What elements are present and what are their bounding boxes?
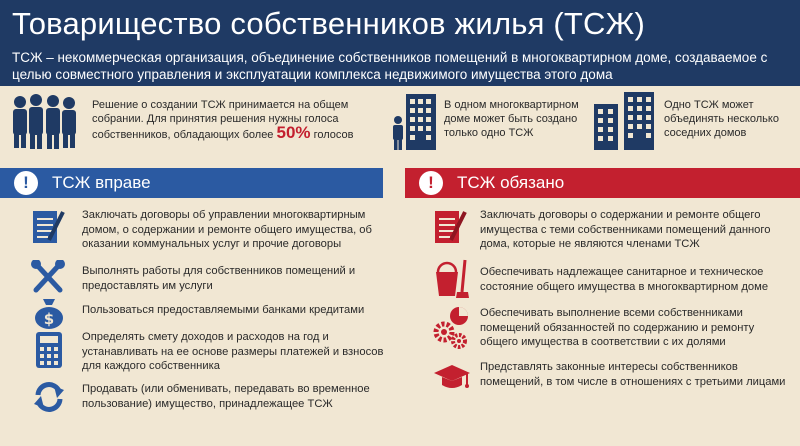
fact-text-suffix: голосов — [310, 129, 354, 141]
rights-item-text: Продавать (или обменивать, передавать во временное пользование) имущество, принадлежащее ТСЖ — [82, 383, 370, 410]
rights-title: ТСЖ вправе — [52, 173, 151, 192]
page-subtitle: ТСЖ – некоммерческая организация, объединение собственников помещений в многоквартирном доме, создаваемое с целью совместного управления и эксплуатации комплекса недвижимого имущества этого дома — [12, 50, 768, 82]
svg-text:$: $ — [43, 310, 55, 328]
money-bag-icon — [30, 296, 68, 330]
rights-item — [30, 330, 390, 374]
fact-text: Решение о создании ТСЖ принимается на общем собрании. Для принятия решения нужны голоса собственников, обладающих более — [92, 99, 349, 141]
page-title: Товарищество собственников жилья (ТСЖ) — [12, 6, 645, 41]
graduation-cap-icon — [432, 360, 472, 396]
rights-item — [30, 260, 390, 292]
calculator-icon — [30, 330, 68, 370]
fact-one-hoa-per-building: В одном многоквартирном доме может быть создано только одно ТСЖ — [444, 99, 579, 139]
fact-50-percent — [92, 98, 382, 142]
bucket-mop-icon — [432, 258, 470, 300]
buildings-icon — [592, 90, 656, 152]
duties-item — [432, 360, 792, 410]
duties-header — [405, 168, 800, 198]
rights-item — [30, 380, 390, 414]
duties-item-text: Заключать договоры о содержании и ремонте общего имущества с теми собственниками помещений данного дома, которые не являются членами ТСЖ — [480, 209, 771, 250]
fact-multiple-buildings: Одно ТСЖ может объединять несколько соседних домов — [664, 99, 779, 139]
duties-title: ТСЖ обязано — [457, 173, 565, 192]
duties-item — [432, 306, 792, 356]
rights-header — [0, 168, 383, 198]
people-group-icon — [10, 92, 80, 150]
fifty-percent-highlight: 50% — [276, 123, 311, 142]
building-person-icon — [390, 90, 440, 152]
duties-item-text: Обеспечивать выполнение всеми собственниками помещений обязанностей по содержанию и ремонту общего имущества в соответствии с их долями — [480, 307, 755, 348]
exchange-arrows-icon — [30, 380, 68, 414]
rights-item-text: Определять смету доходов и расходов на год и устанавливать на ее основе размеры платежей и взносов для каждого собственника — [82, 331, 384, 372]
contract-pen-icon — [30, 208, 68, 248]
rights-item-text: Заключать договоры об управлении многоквартирным домом, о содержании и ремонте общего имущества, об оказании коммунальных услуг и прочие договоры — [82, 209, 372, 250]
duties-item — [432, 258, 792, 302]
contract-pen-icon — [432, 208, 470, 248]
exclamation-icon: ! — [419, 171, 443, 195]
facts-row — [0, 86, 800, 158]
duties-item — [432, 208, 792, 256]
rights-item — [30, 208, 390, 256]
gears-chart-icon — [432, 306, 472, 350]
duties-item-text: Представлять законные интересы собственников помещений, в том числе в отношениях с третьими лицами — [480, 361, 786, 388]
duties-item-text: Обеспечивать надлежащее санитарное и техническое состояние общего имущества в многоквартирном доме — [480, 266, 769, 293]
rights-item — [30, 296, 390, 326]
rights-item-text: Выполнять работы для собственников помещений и предоставлять им услуги — [82, 265, 356, 292]
header — [0, 0, 800, 86]
rights-item-text: Пользоваться предоставляемыми банками кредитами — [82, 304, 365, 316]
tools-icon — [30, 260, 68, 294]
exclamation-icon: ! — [14, 171, 38, 195]
